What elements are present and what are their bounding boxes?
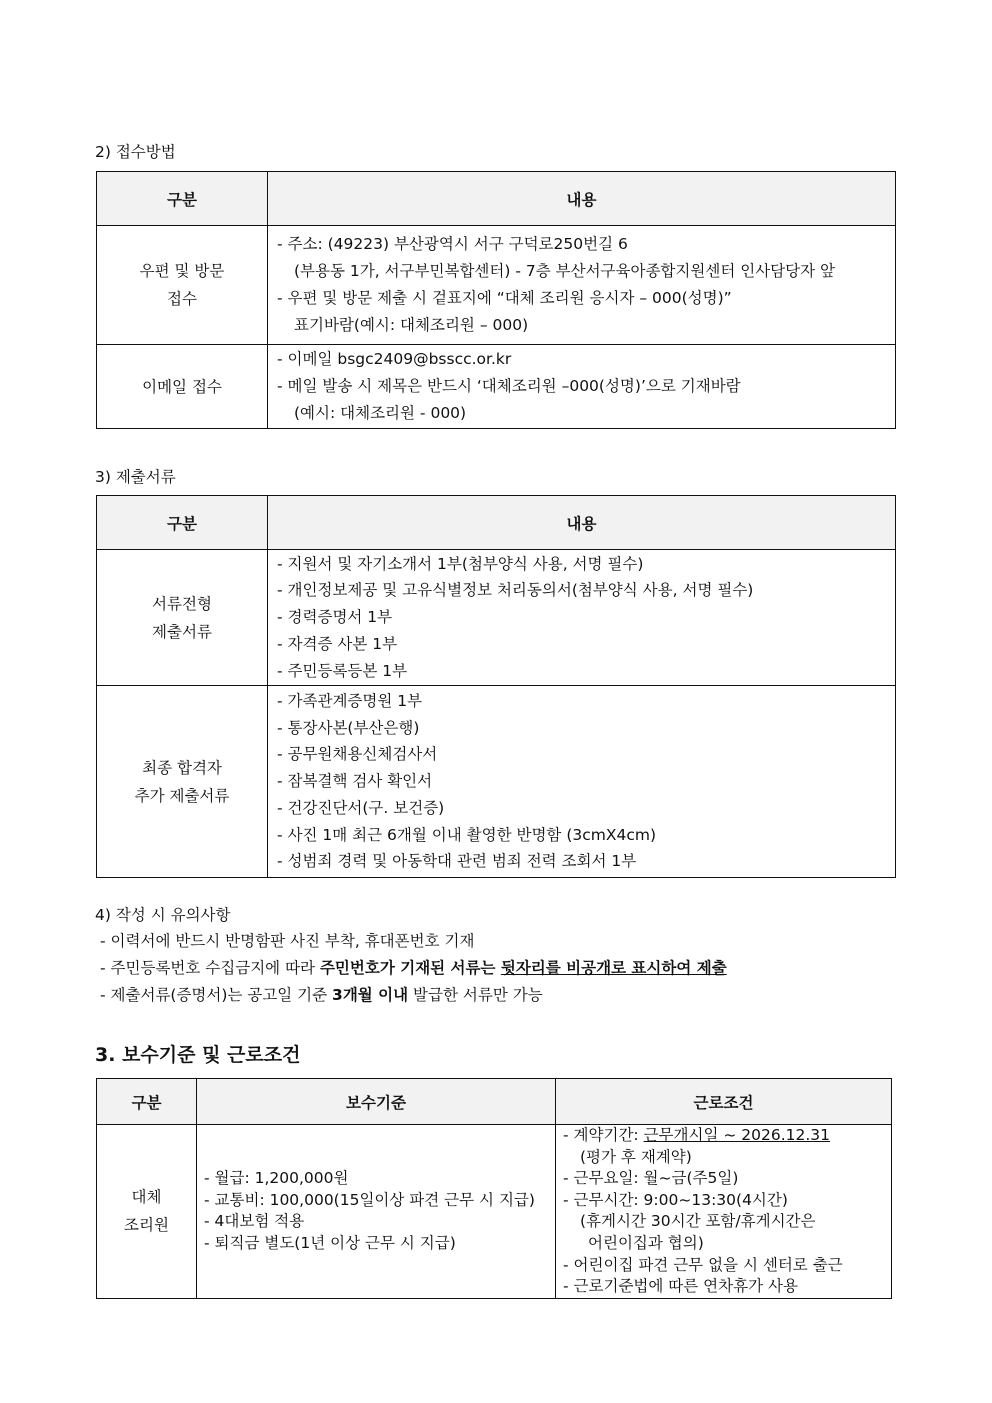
- list-item: - 어린이집 파견 근무 없을 시 센터로 출근: [563, 1255, 843, 1274]
- application-method-table: [96, 171, 896, 429]
- list-item: - 사진 1매 최근 6개월 이내 촬영한 반명함 (3cmX4cm): [277, 825, 657, 844]
- email-line: - 이메일 bsgc2409@bsscc.or.kr: [277, 350, 512, 369]
- email-subject-line: - 메일 발송 시 제목은 반드시 ‘대체조리원 –000(성명)’으로 기재바람: [277, 377, 741, 396]
- header-category: 구분: [97, 496, 268, 550]
- cover-note-line: - 우편 및 방문 제출 시 겉표지에 “대체 조리원 응시자 – 000(성명)”: [277, 289, 732, 307]
- list-item: - 근무시간: 9:00~13:30(4시간): [563, 1190, 788, 1209]
- list-item: - 계약기간: 근무개시일 ~ 2026.12.31: [563, 1126, 831, 1144]
- notes-list: [100, 928, 727, 1009]
- list-item: 어린이집과 협의): [588, 1233, 704, 1252]
- list-item: - 통장사본(부산은행): [277, 718, 420, 737]
- list-item: - 경력증명서 1부: [277, 608, 393, 627]
- documents-table: [96, 495, 896, 878]
- list-item: - 주민등록등본 1부: [277, 661, 408, 680]
- address-line: - 주소: (49223) 부산광역시 서구 구덕로250번길 6: [277, 235, 628, 254]
- section-title-application-method: 2) 접수방법: [95, 143, 176, 161]
- note-item: - 이력서에 반드시 반명함판 사진 부착, 휴대폰번호 기재: [100, 932, 475, 950]
- list-item: - 근로기준법에 따른 연차휴가 사용: [563, 1277, 798, 1296]
- content-mail-visit: [268, 226, 896, 345]
- header-pay: 보수기준: [197, 1079, 556, 1125]
- category-final-docs: 최종 합격자 추가 제출서류: [97, 686, 268, 878]
- list-item: - 월급: 1,200,000원: [204, 1169, 349, 1188]
- list-item: - 근무요일: 월~금(주5일): [563, 1169, 739, 1188]
- section-title-documents: 3) 제출서류: [95, 468, 176, 486]
- pay-content: [197, 1125, 556, 1299]
- content-screening-docs: [268, 550, 896, 686]
- category-mail-visit: 우편 및 방문 접수: [97, 226, 268, 345]
- list-item: - 교통비: 100,000(15일이상 파견 근무 시 지급): [204, 1190, 535, 1209]
- content-final-docs: [268, 686, 896, 878]
- heading-pay-conditions: 3. 보수기준 및 근로조건: [95, 1044, 301, 1066]
- list-item: - 건강진단서(구. 보건증): [277, 798, 445, 817]
- address-detail-line: (부용동 1가, 서구부민복합센터) - 7층 부산서구육아종합지원센터 인사담당자 앞: [294, 262, 835, 281]
- header-conditions: 근로조건: [556, 1079, 892, 1125]
- category-email: 이메일 접수: [97, 345, 268, 429]
- conditions-content: [556, 1125, 892, 1299]
- header-category: 구분: [97, 172, 268, 226]
- content-email: [268, 345, 896, 429]
- list-item: - 가족관계증명원 1부: [277, 691, 423, 710]
- header-content: 내용: [268, 172, 896, 226]
- note-item: - 제출서류(증명서)는 공고일 기준 3개월 이내 발급한 서류만 가능: [100, 986, 543, 1004]
- email-example-line: (예시: 대체조리원 - 000): [294, 403, 467, 422]
- list-item: - 공무원채용신체검사서: [277, 745, 438, 764]
- list-item: - 자격증 사본 1부: [277, 634, 398, 653]
- header-content: 내용: [268, 496, 896, 550]
- list-item: - 지원서 및 자기소개서 1부(첨부양식 사용, 서명 필수): [277, 554, 644, 573]
- list-item: - 성범죄 경력 및 아동학대 관련 범죄 전력 조회서 1부: [277, 852, 637, 871]
- category-screening-docs: 서류전형 제출서류: [97, 550, 268, 686]
- list-item: (평가 후 재계약): [580, 1147, 692, 1166]
- pay-conditions-table: [96, 1078, 892, 1299]
- note-item: - 주민등록번호 수집금지에 따라 주민번호가 기재된 서류는 뒷자리를 비공개로 표시하여 제출: [100, 959, 727, 977]
- section-title-notes: 4) 작성 시 유의사항: [95, 906, 231, 924]
- list-item: - 퇴직금 별도(1년 이상 근무 시 지급): [204, 1233, 456, 1252]
- list-item: - 4대보험 적용: [204, 1212, 305, 1231]
- cover-example-line: 표기바람(예시: 대체조리원 – 000): [294, 315, 529, 334]
- list-item: - 개인정보제공 및 고유식별정보 처리동의서(첨부양식 사용, 서명 필수): [277, 581, 754, 600]
- list-item: - 잠복결핵 검사 확인서: [277, 772, 433, 791]
- category-substitute-cook: 대체 조리원: [97, 1125, 197, 1299]
- header-category: 구분: [97, 1079, 197, 1125]
- list-item: (휴게시간 30시간 포함/휴게시간은: [580, 1212, 816, 1231]
